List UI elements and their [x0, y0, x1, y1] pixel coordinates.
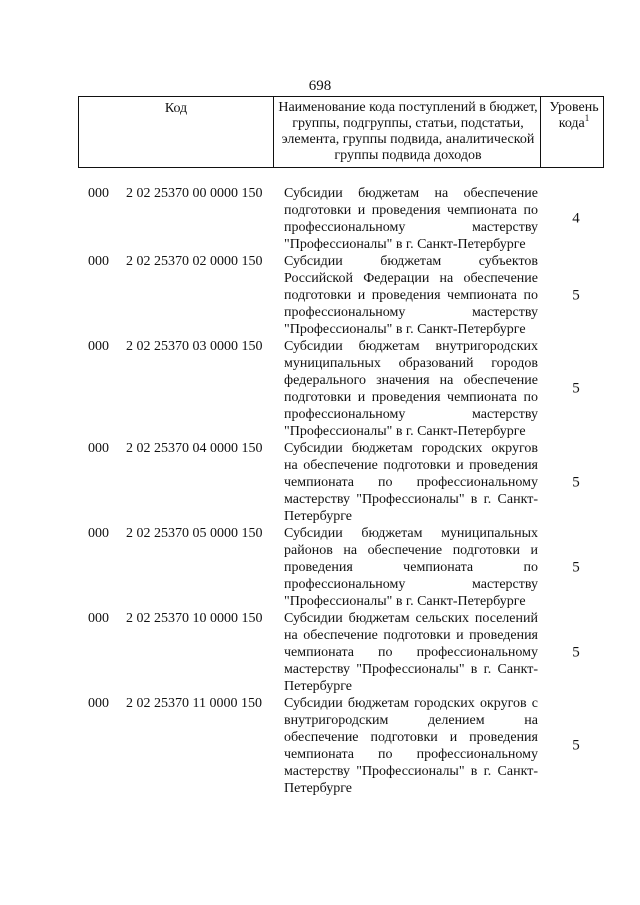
header-level — [543, 100, 605, 132]
admin-code: 000 — [88, 441, 109, 456]
income-name: Субсидии бюджетам внутригородских муниципальных образований городов федерального значения на обеспечение подготовки и проведения чемпионата по профессиональному мастерству "Профессионалы" в г. Санкт-Петербурге — [284, 339, 538, 439]
header-divider — [540, 97, 541, 167]
kbk-code: 2 02 25370 05 0000 150 — [126, 526, 263, 541]
admin-code: 000 — [88, 526, 109, 541]
header-name: Наименование кода поступлений в бюджет, группы, подгруппы, статьи, подстатьи, элемента, группы подвида, аналитической группы подвида доходов — [278, 100, 538, 163]
income-name: Субсидии бюджетам на обеспечение подготовки и проведения чемпионата по профессиональному мастерству "Профессионалы" в г. Санкт-Петербурге — [284, 186, 538, 252]
kbk-code: 2 02 25370 10 0000 150 — [126, 611, 263, 626]
code-level: 5 — [572, 737, 580, 754]
kbk-code: 2 02 25370 03 0000 150 — [126, 339, 263, 354]
table-row — [0, 185, 640, 253]
income-name: Субсидии бюджетам субъектов Российской Федерации на обеспечение подготовки и проведения чемпионата по профессиональному мастерству "Профессионалы" в г. Санкт-Петербурге — [284, 254, 538, 337]
kbk-code: 2 02 25370 11 0000 150 — [126, 696, 262, 711]
table-body — [0, 185, 640, 797]
table-row — [0, 695, 640, 797]
code-level: 5 — [572, 287, 580, 303]
code-level: 5 — [572, 559, 580, 575]
admin-code: 000 — [88, 254, 109, 269]
admin-code: 000 — [88, 339, 109, 354]
admin-code: 000 — [88, 611, 109, 626]
admin-code: 000 — [88, 186, 109, 201]
code-level: 5 — [572, 380, 580, 397]
table-row — [0, 525, 640, 610]
page-number: 698 — [308, 78, 332, 94]
table-row — [0, 610, 640, 695]
income-name: Субсидии бюджетам сельских поселений на обеспечение подготовки и проведения чемпионата по профессиональному мастерству "Профессионалы" в г. Санкт-Петербурге — [284, 611, 538, 694]
table-header — [78, 96, 604, 168]
income-name: Субсидии бюджетам городских округов с внутригородским делением на обеспечение подготовки и проведения чемпионата по профессиональному мастерству "Профессионалы" в г. Санкт-Петербурге — [284, 696, 538, 796]
code-level: 5 — [572, 644, 580, 660]
admin-code: 000 — [88, 696, 109, 711]
table-row — [0, 440, 640, 525]
header-level-text: Уровень кода — [549, 100, 599, 131]
code-level: 5 — [572, 474, 580, 490]
table-row — [0, 338, 640, 440]
kbk-code: 2 02 25370 00 0000 150 — [126, 186, 263, 201]
kbk-code: 2 02 25370 04 0000 150 — [126, 441, 263, 456]
income-name: Субсидии бюджетам городских округов на обеспечение подготовки и проведения чемпионата по профессиональному мастерству "Профессионалы" в г. Санкт-Петербурге — [284, 441, 538, 524]
header-code: Код — [164, 101, 188, 116]
income-name: Субсидии бюджетам муниципальных районов на обеспечение подготовки и проведения чемпионата по профессиональному мастерству "Профессионалы" в г. Санкт-Петербурге — [284, 526, 538, 609]
table-row — [0, 253, 640, 338]
header-divider — [273, 97, 274, 167]
kbk-code: 2 02 25370 02 0000 150 — [126, 254, 263, 269]
header-level-footnote: 1 — [584, 113, 590, 123]
code-level: 4 — [572, 210, 580, 227]
